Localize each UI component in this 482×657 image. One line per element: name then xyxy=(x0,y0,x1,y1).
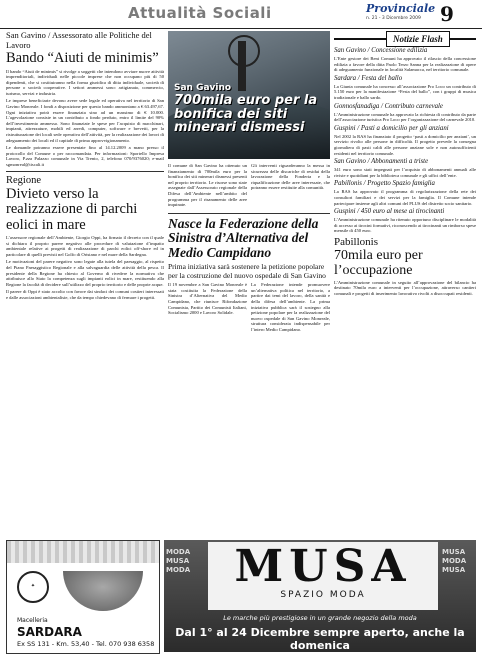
news-town: Pabillonis xyxy=(334,235,379,248)
banner-label: Notizie Flash xyxy=(386,31,450,47)
photo-caption-town: San Gavino xyxy=(174,83,232,93)
news-headline: Sardara / Festa del ballo xyxy=(334,74,403,82)
article-subheadline: Prima iniziativa sarà sostenere la petizione popolare per la costruzione del nuovo ospedale di San Gavino xyxy=(168,262,326,280)
ad-dates: Dal 1° al 24 Dicembre sempre aperto, anche la domenica xyxy=(175,626,465,652)
news-body: La Giunta comunale ha concesso all’associazione Pro Loco un contributo di 5.150 euro per la manifestazione “Festa del ballo”, con i gruppi di musica tradizionale e ballo sardo. xyxy=(334,83,476,100)
ad-brand-sub: SPAZIO MODA xyxy=(280,590,366,600)
article-body: La Federazione intende promuovere un’alternativa politica nel territorio, a partire dai temi del lavoro, della sanità e della difesa dell’ambiente. La prima iniziativa pubblica sarà il sostegno alla petizione popolare per la realizzazione del nuovo ospedale di San Gavino Monreale, struttura considerata indispensabile per l’intero Medio Campidano. xyxy=(251,282,330,332)
notizie-flash-banner xyxy=(334,31,476,45)
news-body: 341 euro sono stati impegnati per l’acquisto di abbonamenti annuali alle riviste e quotidiani per la biblioteca comunale e gli uffici dell’ente. xyxy=(334,167,476,178)
ad-shop-name: SARDARA xyxy=(17,625,82,639)
news-body: Nel 2002 la RAS ha finanziato il progetto ‘pasti a domicilio per anziani’, un servizio rivolto alle persone in difficoltà. Il progetto prevede la consegna giornaliera di pasti caldi alle persone anziane sole e non autosufficienti residenti nel territorio comunale. xyxy=(334,133,476,156)
page-number: 9 xyxy=(440,2,454,26)
ad-side-text: MUSA MODA MUSA xyxy=(442,548,467,574)
news-headline: Gonnosfanadiga / Contributo carnevale xyxy=(334,102,443,110)
article-body: Il parere di Oppi è stato accolto con favore dai sindaci dei comuni costieri interessati e dalle associazioni ambientaliste, che da tempo chiedevano di fermare i progetti. xyxy=(6,289,164,301)
article-body: Gli interventi riguarderanno la messa in sicurezza delle discariche di residui della lavorazione della Fonderia e la riqualificazione delle aree interessate, che potranno essere restituite alla comunità. xyxy=(251,163,330,191)
article-kicker: San Gavino / Assessorato alle Politiche del Lavoro xyxy=(6,31,152,50)
center-column xyxy=(168,31,330,536)
article-body: L’assessore regionale dell’Ambiente, Giorgio Oppi, ha firmato il decreto con il quale si dichiara il proprio parere negativo alle procedure di valutazione d’impatto ambientale relative ai progetti di realizzazione di parchi eolici off-shore ed in particolare di quelli previsti nel Golfo di Oristano e nel mare della Sardegna. xyxy=(6,235,164,257)
page-header xyxy=(0,0,482,29)
news-body: L’Amministrazione comunale ha approvato la richiesta di contributo da parte dell’associazione turistica Pro Loco per l’organizzazione del carnevale 2010. xyxy=(334,111,476,123)
news-headline: Pabillonis / Progetto Spazio famiglia xyxy=(334,180,435,188)
headframe-tower xyxy=(238,41,246,91)
news-body: L’Ente gestore dei Beni Comuni ha approvato il rilascio della concessione edilizia a favore della ditta Paolo Terzo Sanna per la realizzazione di opere di adeguamento funzionale in località Salamacca, nel territorio comunale. xyxy=(334,56,476,73)
news-headline: Guspini / 450 euro al mese ai tirocinanti xyxy=(334,208,445,216)
ad-address: Ex SS 131 - Km. 53,40 - Tel. 070 938 6358 xyxy=(17,640,155,648)
news-headline: 70mila euro per l’occupazione xyxy=(334,247,423,278)
sardara-ad xyxy=(6,540,160,654)
musa-ad xyxy=(164,540,476,652)
article-body: Le imprese beneficiarie devono avere sede legale ed operativa nel territorio di San Gavino Monreale. I fondi a disposizione per questo bando ammontano a € 63.497,67. Ogni iniziativa potrà essere finanziata sino ad un massimo di € 10.000. L’agevolazione consiste in un contributo a fondo perduto, entro il limite del 90% dell’investimento ammesso. Sono finanziate le spese per l’acquisto di macchinari, impianti, attrezzature, mobili ed arredi, computer, software e brevetti, per la ristrutturazione dei locali sede operativa dell’attività, per la realizzazione dei lavori di adeguamento dei locali ed il capitale di prima approvvigionamento. xyxy=(6,98,164,143)
right-column xyxy=(334,31,476,536)
news-headline: San Gavino / Concessione edilizia xyxy=(334,47,428,54)
section-title: Attualità Sociali xyxy=(128,4,272,22)
article-body: Il bando “Aiuti de minimis” si rivolge a soggetti che intendono avviare nuove attività imprenditoriali, individuali nelle piccole imprese che non occupano più di 50 dipendenti, che si costituiranno nella forma giuridica di ditta individuale, società di persone o società cooperative. I settori ammessi sono: artigianato, commercio, turismo, servizi e industria. xyxy=(6,68,164,96)
news-body: L’Amministrazione comunale ha ritenuto opportuno disciplinare le modalità di accesso ai tirocini formativi, riconoscendo ai tirocinanti un rimborso spese mensile di 450 euro. xyxy=(334,217,476,234)
article-body: Le domande potranno essere presentate fino al 14.12.2009 a mano presso il protocollo del Comune o per raccomandata. Per informazioni: Sportello Impresa Lavoro, P.zza Palazzo comunale in Via Trento, 2, telefono 070/9376020; e-mail sgmonreal@tiscali.it xyxy=(6,145,164,167)
news-body: L’Amministrazione comunale in seguito all’approvazione del bilancio ha destinato 70mila euro a interventi per l’occupazione, attraverso cantieri comunali e progetti di inserimento lavorativo rivolti a disoccupati residenti. xyxy=(334,279,476,297)
ad-brand: MUSA xyxy=(234,541,412,592)
news-headline: Guspini / Pasti a domicilio per gli anziani xyxy=(334,124,449,132)
section-label: Regione xyxy=(6,174,41,186)
ad-stripe xyxy=(7,541,159,563)
article-headline: Bando “Aiuti de minimis” xyxy=(6,50,159,66)
product-image xyxy=(63,571,143,611)
ad-tagline: Le marche più prestigiose in un grande negozio della moda xyxy=(223,614,417,622)
article-body: Il 19 novembre a San Gavino Monreale è stata costituita la Federazione della Sinistra d’Alternativa del Medio Campidano, che riunisce Rifondazione Comunista, Partito dei Comunisti Italiani, Socialismo 2000 e Lavoro Solidale. xyxy=(168,282,247,316)
newspaper-name: Provinciale xyxy=(366,2,436,15)
news-body: La RAS ha approvato il programma di regolarizzazione della rete dei consultori familiari e dei servizi per la famiglia. Il Comune intende partecipare insieme agli altri comuni del PLUS del distretto socio sanitario. xyxy=(334,189,476,206)
mine-photo xyxy=(168,31,330,159)
shop-logo-icon: ✦ xyxy=(17,571,49,603)
article-headline: Divieto verso la realizzazione di parchi eolici in mare xyxy=(6,185,138,233)
left-column xyxy=(6,31,164,536)
issue-info: n. 21 - 3 Dicembre 2009 xyxy=(366,16,421,21)
article-body: Il comune di San Gavino ha ottenuto un finanziamento di 700mila euro per la bonifica dei siti minerari dismessi presenti nel proprio territorio. Le risorse sono state assegnate dall’Assessorato regionale della Difesa dell’Ambiente nell’ambito del programma per il risanamento delle aree inquinate. xyxy=(168,163,247,208)
ad-shop-type: Macelleria xyxy=(17,617,48,624)
divider xyxy=(6,171,164,172)
ad-side-text: MODA MUSA MODA xyxy=(166,548,191,574)
article-body: Le motivazioni del parere negativo sono legate alla tutela del paesaggio, al rispetto del Piano Paesaggistico Regionale e alla salvaguardia delle attività della pesca. Il presidente della Regione ha chiesto al Governo di rivedere la normativa che attribuisce allo Stato la competenza sugli impianti eolici in mare, restituendo alla Regione la facoltà di decidere sull’utilizzo del proprio territorio e delle proprie acque. xyxy=(6,259,164,287)
article-headline: Nasce la Federazione della Sinistra d’Alternativa del Medio Campidano xyxy=(168,215,319,260)
news-headline: San Gavino / Abbonamenti a triste xyxy=(334,158,429,166)
divider xyxy=(168,213,330,214)
photo-caption-headline: 700mila euro per la bonifica dei siti minerari dismessi xyxy=(174,93,318,135)
